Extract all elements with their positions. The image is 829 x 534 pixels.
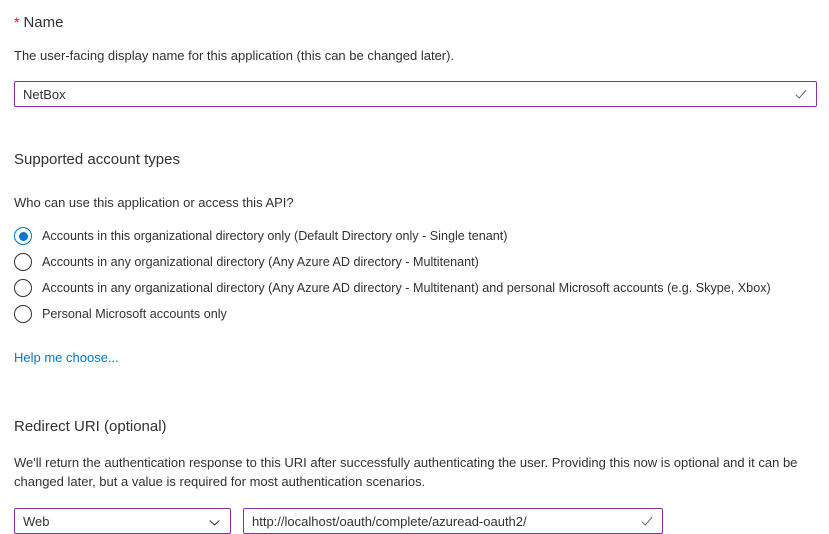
supported-account-types-heading: Supported account types bbox=[14, 151, 180, 168]
name-field-description: The user-facing display name for this application (this can be changed later). bbox=[14, 48, 455, 63]
chevron-down-icon bbox=[208, 516, 221, 529]
platform-select-value: Web bbox=[23, 513, 50, 529]
name-input-container bbox=[14, 81, 817, 107]
redirect-uri-description: We'll return the authentication response to this URI after successfully authenticating the user. Providing this now is optional and it can be changed later, but a value is required for most authentication scenarios. bbox=[14, 455, 798, 489]
radio-option-label: Personal Microsoft accounts only bbox=[42, 307, 227, 321]
radio-button-icon[interactable] bbox=[14, 227, 32, 245]
radio-button-icon[interactable] bbox=[14, 279, 32, 297]
name-label-text: Name bbox=[23, 14, 64, 31]
redirect-uri-input-container bbox=[243, 508, 663, 534]
redirect-uri-heading: Redirect URI (optional) bbox=[14, 418, 167, 435]
radio-button-icon[interactable] bbox=[14, 253, 32, 271]
name-field-label bbox=[14, 12, 815, 33]
name-input[interactable] bbox=[14, 81, 817, 107]
radio-option-single-tenant[interactable] bbox=[14, 223, 815, 249]
radio-option-multitenant[interactable] bbox=[14, 249, 815, 275]
help-me-choose-link[interactable]: Help me choose... bbox=[14, 350, 119, 365]
radio-option-personal-only[interactable] bbox=[14, 301, 815, 327]
radio-option-multitenant-personal[interactable] bbox=[14, 275, 815, 301]
radio-button-icon[interactable] bbox=[14, 305, 32, 323]
redirect-uri-row bbox=[14, 508, 815, 534]
radio-option-label: Accounts in this organizational directory only (Default Directory only - Single tenant) bbox=[42, 229, 508, 243]
account-types-question: Who can use this application or access this API? bbox=[14, 195, 294, 210]
required-marker: * bbox=[14, 14, 20, 30]
radio-option-label: Accounts in any organizational directory (Any Azure AD directory - Multitenant) and personal Microsoft accounts (e.g. Skype, Xbox) bbox=[42, 281, 771, 295]
platform-select[interactable] bbox=[14, 508, 231, 534]
redirect-uri-input[interactable] bbox=[243, 508, 663, 534]
radio-option-label: Accounts in any organizational directory (Any Azure AD directory - Multitenant) bbox=[42, 255, 479, 269]
account-types-radio-group bbox=[14, 223, 815, 327]
